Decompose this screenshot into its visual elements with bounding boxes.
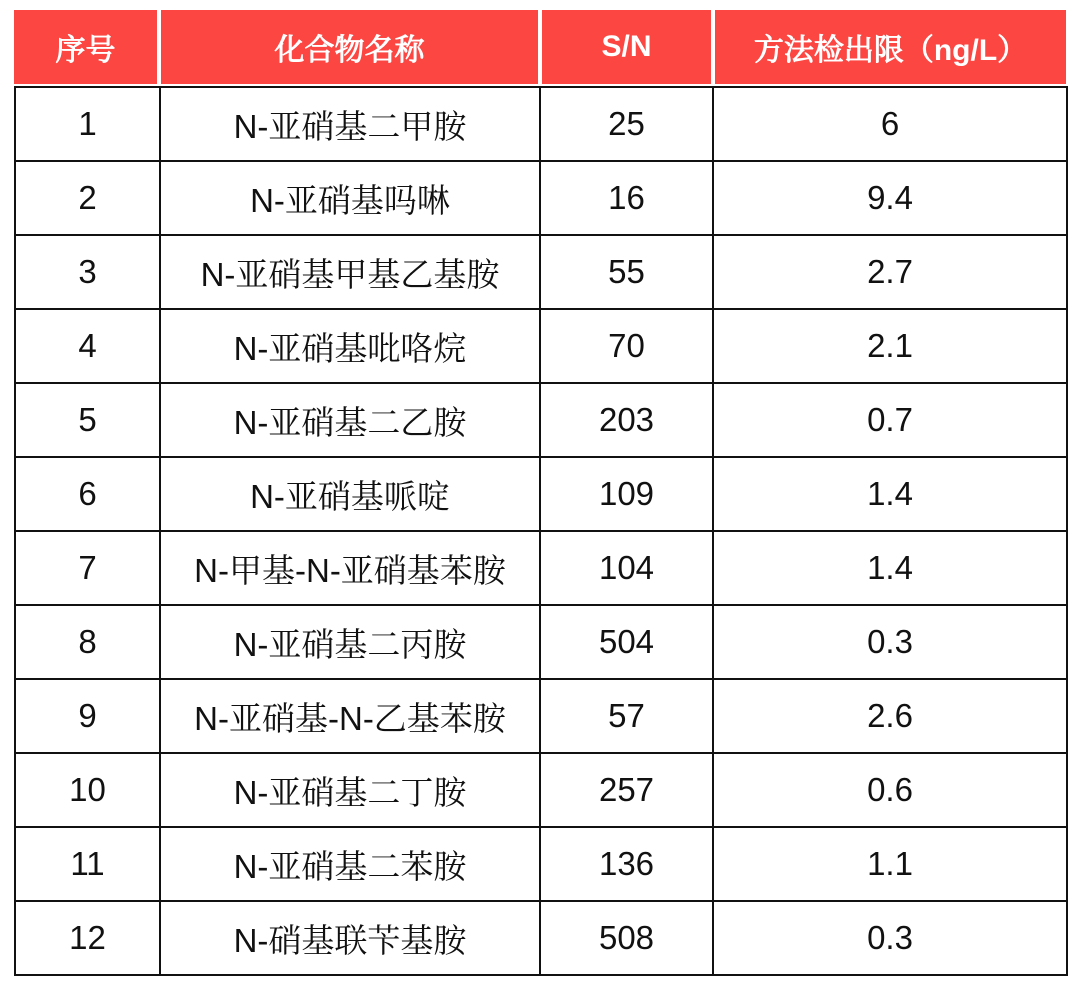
cell-serial: 11 — [15, 827, 160, 901]
cell-serial: 7 — [15, 531, 160, 605]
cell-mdl: 2.7 — [713, 235, 1067, 309]
cell-compound: N-亚硝基二丁胺 — [160, 753, 540, 827]
cell-compound: N-亚硝基二乙胺 — [160, 383, 540, 457]
header-cell-serial: 序号 — [14, 10, 157, 84]
table-row — [15, 235, 1067, 309]
table-row — [15, 309, 1067, 383]
cell-serial: 2 — [15, 161, 160, 235]
cell-mdl: 0.3 — [713, 605, 1067, 679]
cell-serial: 6 — [15, 457, 160, 531]
cell-sn: 109 — [540, 457, 713, 531]
cell-sn: 508 — [540, 901, 713, 975]
cell-sn: 16 — [540, 161, 713, 235]
cell-compound: N-亚硝基-N-乙基苯胺 — [160, 679, 540, 753]
cell-sn: 70 — [540, 309, 713, 383]
table-row — [15, 87, 1067, 161]
cell-serial: 9 — [15, 679, 160, 753]
cell-sn: 257 — [540, 753, 713, 827]
cell-serial: 5 — [15, 383, 160, 457]
header-cell-mdl: 方法检出限（ng/L） — [715, 10, 1066, 84]
cell-sn: 136 — [540, 827, 713, 901]
cell-sn: 55 — [540, 235, 713, 309]
table-row — [15, 531, 1067, 605]
cell-compound: N-亚硝基二丙胺 — [160, 605, 540, 679]
cell-mdl: 1.4 — [713, 457, 1067, 531]
cell-compound: N-亚硝基甲基乙基胺 — [160, 235, 540, 309]
cell-sn: 504 — [540, 605, 713, 679]
cell-compound: N-亚硝基二甲胺 — [160, 87, 540, 161]
table-row — [15, 901, 1067, 975]
cell-serial: 10 — [15, 753, 160, 827]
cell-serial: 1 — [15, 87, 160, 161]
table-row — [15, 161, 1067, 235]
cell-serial: 12 — [15, 901, 160, 975]
table-body — [14, 86, 1068, 976]
cell-serial: 8 — [15, 605, 160, 679]
cell-mdl: 0.7 — [713, 383, 1067, 457]
table-row — [15, 605, 1067, 679]
cell-mdl: 2.6 — [713, 679, 1067, 753]
cell-compound: N-亚硝基吗啉 — [160, 161, 540, 235]
table-header-row — [14, 10, 1066, 84]
detection-limit-table — [14, 10, 1066, 976]
cell-sn: 203 — [540, 383, 713, 457]
header-cell-sn: S/N — [542, 10, 711, 84]
header-cell-compound: 化合物名称 — [161, 10, 538, 84]
cell-mdl: 1.4 — [713, 531, 1067, 605]
cell-mdl: 6 — [713, 87, 1067, 161]
table-row — [15, 753, 1067, 827]
cell-mdl: 0.3 — [713, 901, 1067, 975]
cell-mdl: 1.1 — [713, 827, 1067, 901]
table-row — [15, 457, 1067, 531]
cell-serial: 3 — [15, 235, 160, 309]
table-row — [15, 827, 1067, 901]
cell-mdl: 0.6 — [713, 753, 1067, 827]
table-row — [15, 679, 1067, 753]
cell-compound: N-亚硝基哌啶 — [160, 457, 540, 531]
cell-serial: 4 — [15, 309, 160, 383]
cell-mdl: 9.4 — [713, 161, 1067, 235]
cell-compound: N-亚硝基吡咯烷 — [160, 309, 540, 383]
table-row — [15, 383, 1067, 457]
cell-compound: N-硝基联苄基胺 — [160, 901, 540, 975]
cell-sn: 57 — [540, 679, 713, 753]
cell-compound: N-亚硝基二苯胺 — [160, 827, 540, 901]
cell-mdl: 2.1 — [713, 309, 1067, 383]
cell-sn: 104 — [540, 531, 713, 605]
cell-sn: 25 — [540, 87, 713, 161]
cell-compound: N-甲基-N-亚硝基苯胺 — [160, 531, 540, 605]
